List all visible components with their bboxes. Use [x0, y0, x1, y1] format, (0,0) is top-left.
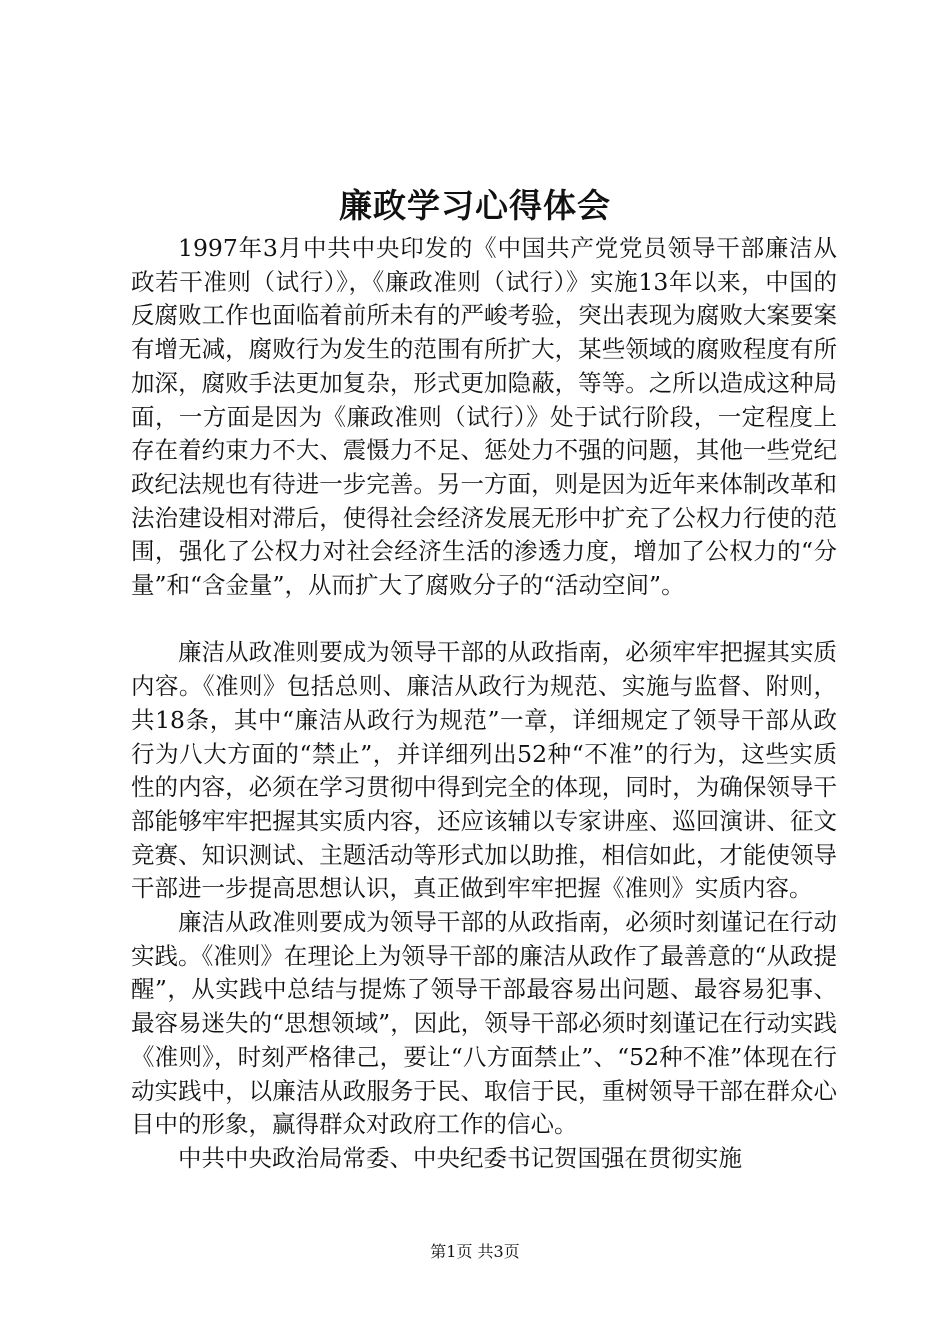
paragraph-3: 廉洁从政准则要成为领导干部的从政指南，必须时刻谨记在行动实践。《准则》在理论上为领导干部的廉洁从政作了最善意的“从政提醒”，从实践中总结与提炼了领导干部最容易出问题、最容易犯事、最容易迷失的“思想领域”，因此，领导干部必须时刻谨记在行动实践《准则》，时刻严格律己，要让“八方面禁止”、“52种不准”体现在行动实践中，以廉洁从政服务于民、取信于民，重树领导干部在群众心目中的形象，赢得群众对政府工作的信心。	[131, 908, 837, 1139]
page-footer	[0, 1241, 950, 1263]
paragraph-1: 1997年3月中共中央印发的《中国共产党党员领导干部廉洁从政若干准则（试行）》，《廉政准则（试行）》实施13年以来，中国的反腐败工作也面临着前所未有的严峻考验，突出表现为腐败大案要案有增无减，腐败行为发生的范围有所扩大，某些领域的腐败程度有所加深，腐败手法更加复杂，形式更加隐蔽，等等。之所以造成这种局面，一方面是因为《廉政准则（试行）》处于试行阶段，一定程度上存在着约束力不大、震慑力不足、惩处力不强的问题，其他一些党纪政纪法规也有待进一步完善。另一方面，则是因为近年来体制改革和法治建设相对滞后，使得社会经济发展无形中扩充了公权力行使的范围，强化了公权力对社会经济生活的渗透力度，增加了公权力的“分量”和“含金量”，从而扩大了腐败分子的“活动空间”。	[131, 234, 837, 600]
document-title: 廉政学习心得体会	[339, 186, 611, 225]
paragraph-4: 中共中央政治局常委、中央纪委书记贺国强在贯彻实施	[178, 1143, 742, 1172]
paragraph-2: 廉洁从政准则要成为领导干部的从政指南，必须牢牢把握其实质内容。《准则》包括总则、廉洁从政行为规范、实施与监督、附则，共18条，其中“廉洁从政行为规范”一章，详细规定了领导干部从政行为八大方面的“禁止”，并详细列出52种“不准”的行为，这些实质性的内容，必须在学习贯彻中得到完全的体现，同时，为确保领导干部能够牢牢把握其实质内容，还应该辅以专家讲座、巡回演讲、征文竞赛、知识测试、主题活动等形式加以助推，相信如此，才能使领导干部进一步提高思想认识，真正做到牢牢把握《准则》实质内容。	[131, 638, 837, 903]
page-indicator: 第1页 共3页	[430, 1242, 520, 1261]
document-body	[131, 232, 837, 1176]
